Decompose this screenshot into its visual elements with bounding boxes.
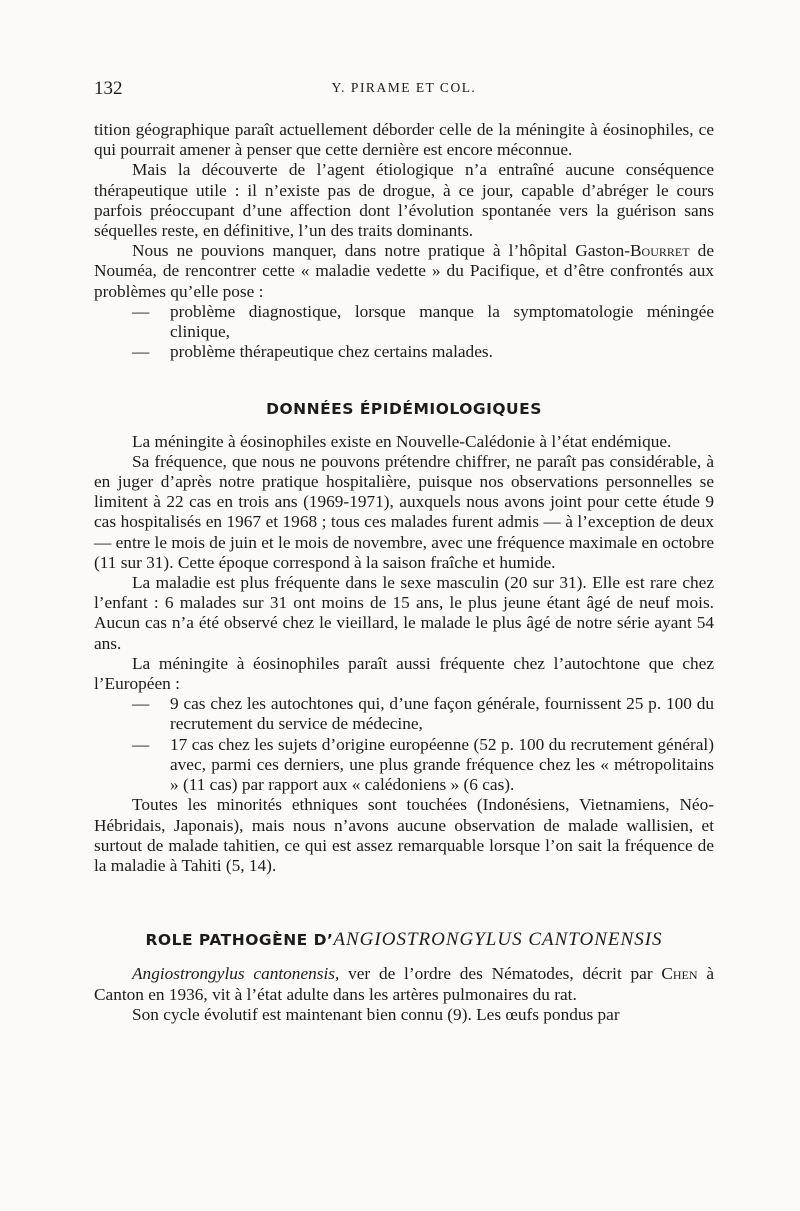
list-item [132,735,714,796]
intro-paragraph-1: tition géographique paraît actuellement déborder celle de la méningite à éosinophiles, ce qui pourrait amener à penser que cette dernière est encore méconnue. [94,120,714,160]
section-heading-pathogenic-role [94,930,714,950]
list-item-text: problème thérapeutique chez certains malades. [170,342,493,362]
epidemiology-paragraph-4: La méningite à éosinophiles paraît aussi fréquente chez l’autochtone que chez l’Européen : [94,653,714,694]
species-name-heading: ANGIOSTRONGYLUS CANTONENSIS [333,929,663,951]
epidemiology-paragraph-5: Toutes les minorités ethniques sont touchées (Indonésiens, Vietnamiens, Néo-Hébridais, Japonais), mais nous n’avons aucune observation de malade wallisien, et surtout de malade tahitien, ce qui est assez remarquable lorsque l’on sait la fréquence de la maladie à Tahiti (5, 14). [94,795,714,875]
epidemiology-paragraph-2: Sa fréquence, que nous ne pouvons prétendre chiffrer, ne paraît pas considérable, à en juger d’après notre pratique hospitalière, puisque nos observations personnelles se limitent à 22 cas en trois ans (1969-1971), auxquels nous avons joint pour cette étude 9 cas hospitalisés en 1967 et 1968 ; tous ces malades furent admis — à l’exception de deux — entre le mois de juin et le mois de novembre, avec une fréquence maximale en octobre (11 sur 31). Cette époque correspond à la saison fraîche et humide. [94,451,714,572]
pathogenic-paragraph-1-middle: ver de l’ordre des Nématodes, décrit par [339,964,662,984]
intro-paragraph-3 [94,241,714,302]
body-text [94,120,714,1025]
dash-bullet: — [132,694,150,714]
page [94,70,714,1025]
author-name: Chen [661,964,698,984]
dash-bullet: — [132,342,150,362]
list-item-text: 17 cas chez les sujets d’origine européenne (52 p. 100 du recrutement général) avec, parmi ces derniers, une plus grande fréquence chez les « métropolitains » (11 cas) par rapport aux « calédoniens » (6 cas). [170,734,714,795]
list-item-text: 9 cas chez les autochtones qui, d’une façon générale, fournissent 25 p. 100 du recrutement du service de médecine, [170,694,714,734]
intro-paragraph-3-end: de Nouméa, de rencontrer cette « maladie vedette » du Pacifique, et d’être confrontés aux problèmes qu’elle pose : [94,241,714,301]
list-item [132,342,714,362]
page-number: 132 [94,78,123,99]
epidemiology-paragraph-1: La méningite à éosinophiles existe en Nouvelle-Calédonie à l’état endémique. [132,431,672,451]
pathogenic-paragraph-1 [94,964,714,1004]
page-header [94,70,714,100]
section-heading-epidemiology: DONNÉES ÉPIDÉMIOLOGIQUES [266,400,542,419]
epidemiology-paragraph-3: La maladie est plus fréquente dans le sexe masculin (20 sur 31). Elle est rare chez l’enfant : 6 malades sur 31 ont moins de 15 ans, le plus jeune étant âgé de neuf mois. Aucun cas n’a été observé chez le vieillard, le malade le plus âgé de notre série ayant 54 ans. [94,573,714,653]
list-item [132,302,714,342]
intro-paragraph-3-start: Nous ne pouvions manquer, dans notre pratique à l’hôpital Gaston- [132,241,631,261]
running-head: Y. PIRAME ET COL. [331,80,477,95]
hospital-name: Bourret [630,241,690,261]
section-heading-pathogenic-role-start: ROLE PATHOGÈNE D’ [145,931,334,950]
pathogenic-paragraph-2: Son cycle évolutif est maintenant bien connu (9). Les œufs pondus par [132,1004,620,1024]
intro-paragraph-2: Mais la découverte de l’agent étiologique n’a entraîné aucune conséquence thérapeutique utile : il n’existe pas de drogue, à ce jour, capable d’abréger le cours parfois préoccupant d’une affection dont l’évolution spontanée vers la guérison sans séquelles reste, en définitive, l’un des traits dominants. [94,160,714,241]
pathogenic-paragraph-1-end: à Canton en 1936, vit à l’état adulte dans les artères pulmonaires du rat. [94,964,714,1004]
list-item-text: problème diagnostique, lorsque manque la symptomatologie méningée clinique, [170,301,714,342]
list-item [132,694,714,734]
species-name: Angiostrongylus cantonensis, [132,964,340,984]
dash-bullet: — [132,734,150,754]
dash-bullet: — [132,301,150,321]
